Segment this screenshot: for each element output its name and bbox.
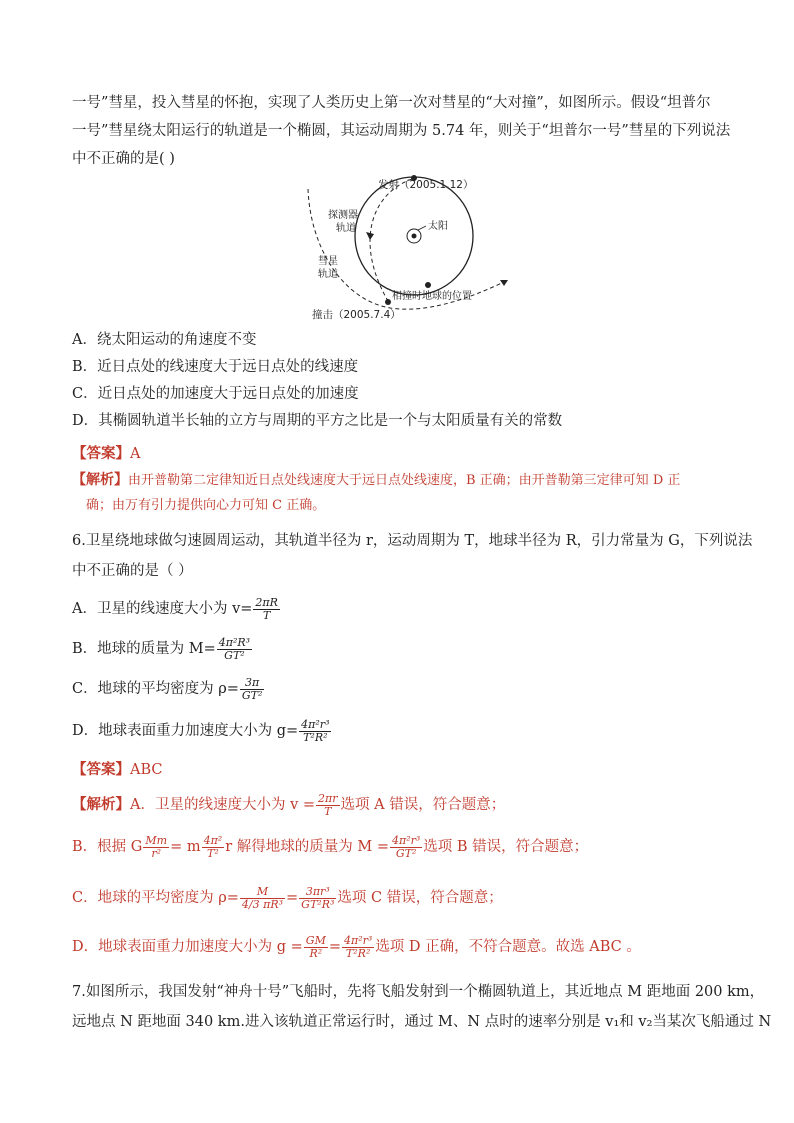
sun-label: 太阳 (428, 221, 448, 232)
explanation-label: 【解析】 (72, 472, 128, 488)
probe-orbit-label-1: 探测器 (328, 210, 358, 221)
q5-option-c: C．近日点处的加速度大于远日点处的加速度 (72, 386, 359, 402)
answer-value: ABC (130, 762, 163, 778)
q6-line-1: 6.卫星绕地球做匀速圆周运动，其轨道半径为 r，运动周期为 T，地球半径为 R，引力常量为 G，下列说法 (72, 533, 753, 549)
probe-orbit-path (370, 179, 412, 301)
comet-orbit-figure (300, 174, 520, 324)
q5-option-d: D．其椭圆轨道半长轴的立方与周期的平方之比是一个与太阳质量有关的常数 (72, 413, 563, 429)
q6-option-c: C．地球的平均密度为 ρ= $\frac{3\pi}{\text{GT²}}$ (72, 675, 263, 702)
sun-center-dot (412, 234, 417, 239)
impact-point-dot (385, 299, 391, 305)
q6-explanation-d: D．地球表面重力加速度大小为 g = $\frac{GM}{\text{R²}}$ = $\frac{\text{4π²r³}}{\text{T²R²}}$ 选项 D 正确，不符合题意。故选 ABC 。 (72, 933, 641, 960)
q7-line-2: 远地点 N 距地面 340 km.进入该轨道正常运行时，通过 M、N 点时的速率分别是 v₁和 v₂当某次飞船通过 N (72, 1014, 772, 1030)
sun-leader-line (418, 226, 426, 230)
arrow-icon (500, 280, 508, 286)
q5-option-a: A．绕太阳运动的角速度不变 (72, 332, 257, 348)
q7-line-1: 7.如图所示，我国发射“神舟十号”飞船时，先将飞船发射到一个椭圆轨道上，其近地点 M 距地面 200 km， (72, 984, 765, 1000)
arrow-icon (366, 232, 374, 240)
q6-explanation-a: 【解析】A．卫星的线速度大小为 v = $\frac{2\pi r}{T}$ 选项 A 错误，符合题意； (72, 791, 506, 818)
answer-label: 【答案】 (72, 761, 130, 778)
q5-explanation-line-1: 【解析】由开普勒第二定律知近日点处线速度大于远日点处线速度，B 正确；由开普勒第三定律可知 D 正 (72, 472, 681, 488)
comet-orbit-label-1: 彗星 (318, 256, 338, 267)
q5-line-1: 一号”彗星，投入彗星的怀抱，实现了人类历史上第一次对彗星的“大对撞”，如图所示。假设“坦普尔 (72, 95, 711, 111)
q6-line-2: 中不正确的是（ ） (72, 563, 193, 579)
earth-position-label: 相撞时地球的位置 (392, 291, 472, 302)
answer-value: A (130, 446, 141, 462)
impact-label: 撞击（2005.7.4） (312, 309, 401, 321)
earth-position-dot (425, 282, 431, 288)
launch-label: 发射（2005.1.12） (378, 179, 474, 191)
q5-explanation-line-2: 确；由万有引力提供向心力可知 C 正确。 (86, 498, 326, 513)
answer-label: 【答案】 (72, 445, 130, 462)
q6-option-a: A．卫星的线速度大小为 v= $\frac{2\pi R}{T}$ (72, 595, 278, 622)
q5-line-2: 一号”彗星绕太阳运行的轨道是一个椭圆，其运动周期为 5.74 年，则关于“坦普尔一号”彗星的下列说法 (72, 123, 731, 139)
probe-orbit-label-2: 轨道 (336, 223, 356, 234)
q6-option-d: D．地球表面重力加速度大小为 g= $\frac{\text{4π²r³}}{\text{T²R²}}$ (72, 717, 330, 744)
q6-answer (72, 760, 163, 780)
q6-option-b: B．地球的质量为 M= $\frac{\text{4π²R³}}{\text{GT²}}$ (72, 635, 251, 662)
q6-explanation-c: C．地球的平均密度为 ρ= $\frac{M}{\text{4/3 πR³}}$ = $\frac{\text{3πr³}}{\text{GT²R³}}$ 选项 C 错误，符合题意； (72, 884, 503, 911)
explanation-label: 【解析】 (72, 796, 130, 813)
q5-line-3: 中不正确的是( ) (72, 151, 175, 167)
q5-option-b: B．近日点处的线速度大于远日点处的线速度 (72, 359, 359, 375)
comet-orbit-label-2: 轨道 (318, 269, 338, 280)
q5-answer (72, 444, 140, 464)
q6-explanation-b: B．根据 G $\frac{Mm}{\text{r²}}$ = m $\frac{\text{4π²}}{\text{T²}}$ r 解得地球的质量为 M = $\frac{\text{4π²r³}}{\text{GT²}}$ 选项 B 错误，符合题意； (72, 833, 589, 860)
